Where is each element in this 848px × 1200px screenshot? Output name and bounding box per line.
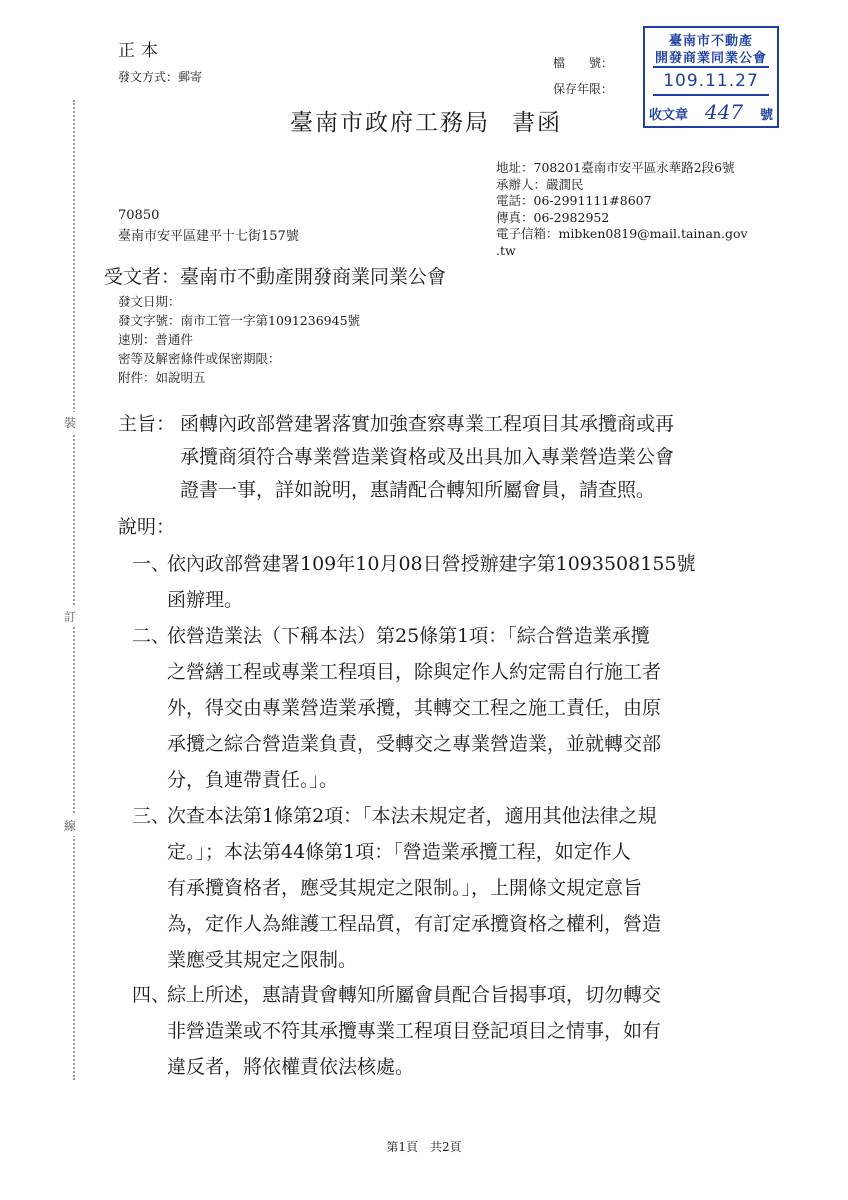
contact-info — [496, 160, 748, 259]
document-meta — [118, 292, 360, 387]
copy-type: 正本 — [118, 41, 164, 61]
stamp-org-line2: 開發商業同業公會 — [654, 51, 767, 66]
subject-text — [180, 408, 800, 507]
binding-line — [73, 100, 75, 1080]
item-line: 非營造業或不符其承攬專業工程項目登記項目之情事，如有 — [167, 1020, 662, 1042]
subject-line: 承攬商須符合專業營造業資格或及出具加入專業營造業公會 — [180, 446, 675, 468]
stamp-date: 109.11.27 — [653, 66, 769, 96]
issue-number: 發文字號：南市工管一字第1091236945號 — [118, 313, 361, 328]
page-number: 第1頁 共2頁 — [386, 1140, 462, 1154]
retention-period-label: 保存年限： — [553, 82, 614, 96]
item-line: 分，負連帶責任。」。 — [167, 769, 339, 791]
binding-mark-ding: 訂 — [64, 606, 76, 627]
stamp-receipt-label: 收文章 — [649, 108, 689, 123]
item-line: 函辦理。 — [167, 589, 244, 611]
document-type: 書函 — [512, 110, 562, 136]
binding-mark-xian: 線 — [64, 815, 76, 836]
addressee-postal-code: 70850 — [118, 208, 160, 223]
recipient: 受文者：臺南市不動產開發商業同業公會 — [104, 266, 447, 288]
subject-label: 主旨： — [118, 413, 176, 435]
item-number: 二、 — [132, 625, 171, 647]
attachment: 附件：如說明五 — [118, 370, 206, 385]
item-line: 之營繕工程或專業工程項目，除與定作人約定需自行施工者 — [167, 661, 662, 683]
contact-phone: 電話：06-2991111#8607 — [496, 193, 652, 208]
stamp-org-line1: 臺南市不動產 — [668, 34, 753, 49]
item-line: 業應受其規定之限制。 — [167, 949, 358, 971]
item-line: 有承攬資格者，應受其規定之限制。」，上開條文規定意旨 — [167, 877, 643, 899]
contact-handler: 承辦人：嚴潤民 — [496, 176, 584, 192]
item-number: 一、 — [132, 553, 171, 575]
explanation-label: 說明： — [118, 516, 176, 538]
item-line: 次查本法第1條第2項：「本法未規定者，適用其他法律之規 — [167, 805, 657, 827]
contact-address: 地址：708201臺南市安平區永華路2段6號 — [496, 160, 735, 175]
item-number: 四、 — [132, 984, 171, 1006]
contact-email: 電子信箱：mibken0819@mail.tainan.gov — [496, 226, 748, 241]
contact-fax: 傳真：06-2982952 — [496, 209, 610, 225]
receipt-stamp — [643, 26, 779, 128]
item-line: 為，定作人為維護工程品質，有訂定承攬資格之權利，營造 — [167, 913, 662, 935]
contact-email-cont: .tw — [496, 242, 516, 258]
explanation-item-4 — [132, 977, 661, 1085]
explanation-item-2 — [132, 618, 661, 798]
send-method: 發文方式：郵寄 — [118, 70, 203, 84]
subject-section — [118, 408, 800, 507]
addressee-address: 臺南市安平區建平十七街157號 — [118, 229, 299, 244]
confidentiality: 密等及解密條件或保密期限： — [118, 351, 281, 366]
item-number: 三、 — [132, 805, 171, 827]
stamp-receipt-row — [649, 100, 773, 124]
item-line: 承攬之綜合營造業負責，受轉交之專業營造業，並就轉交部 — [167, 733, 662, 755]
subject-line: 證書一事，詳如說明，惠請配合轉知所屬會員，請查照。 — [180, 479, 656, 501]
item-line: 依營造業法（下稱本法）第25條第1項：「綜合營造業承攬 — [167, 625, 650, 647]
explanation-item-3 — [132, 798, 661, 978]
item-line: 違反者，將依權責依法核處。 — [167, 1056, 415, 1078]
stamp-receipt-number: 447 — [704, 100, 744, 124]
item-line: 定。」；本法第44條第1項：「營造業承攬工程，如定作人 — [167, 841, 631, 863]
item-line: 依內政部營建署109年10月08日營授辦建字第1093508155號 — [167, 553, 696, 575]
stamp-receipt-suffix: 號 — [759, 108, 773, 123]
urgency: 速別：普通件 — [118, 332, 194, 347]
item-line: 外，得交由專業營造業承攬，其轉交工程之施工責任，由原 — [167, 697, 662, 719]
explanation-item-1 — [132, 546, 696, 618]
archive-number-label: 檔 號： — [553, 56, 614, 70]
document-title — [290, 104, 562, 137]
issuing-organization: 臺南市政府工務局 — [290, 110, 490, 136]
binding-mark-zhuang: 裝 — [64, 412, 76, 433]
issue-date: 發文日期： — [118, 294, 181, 309]
subject-line: 函轉內政部營建署落實加強查察專業工程項目其承攬商或再 — [180, 413, 675, 435]
item-line: 綜上所述，惠請貴會轉知所屬會員配合旨揭事項，切勿轉交 — [167, 984, 662, 1006]
